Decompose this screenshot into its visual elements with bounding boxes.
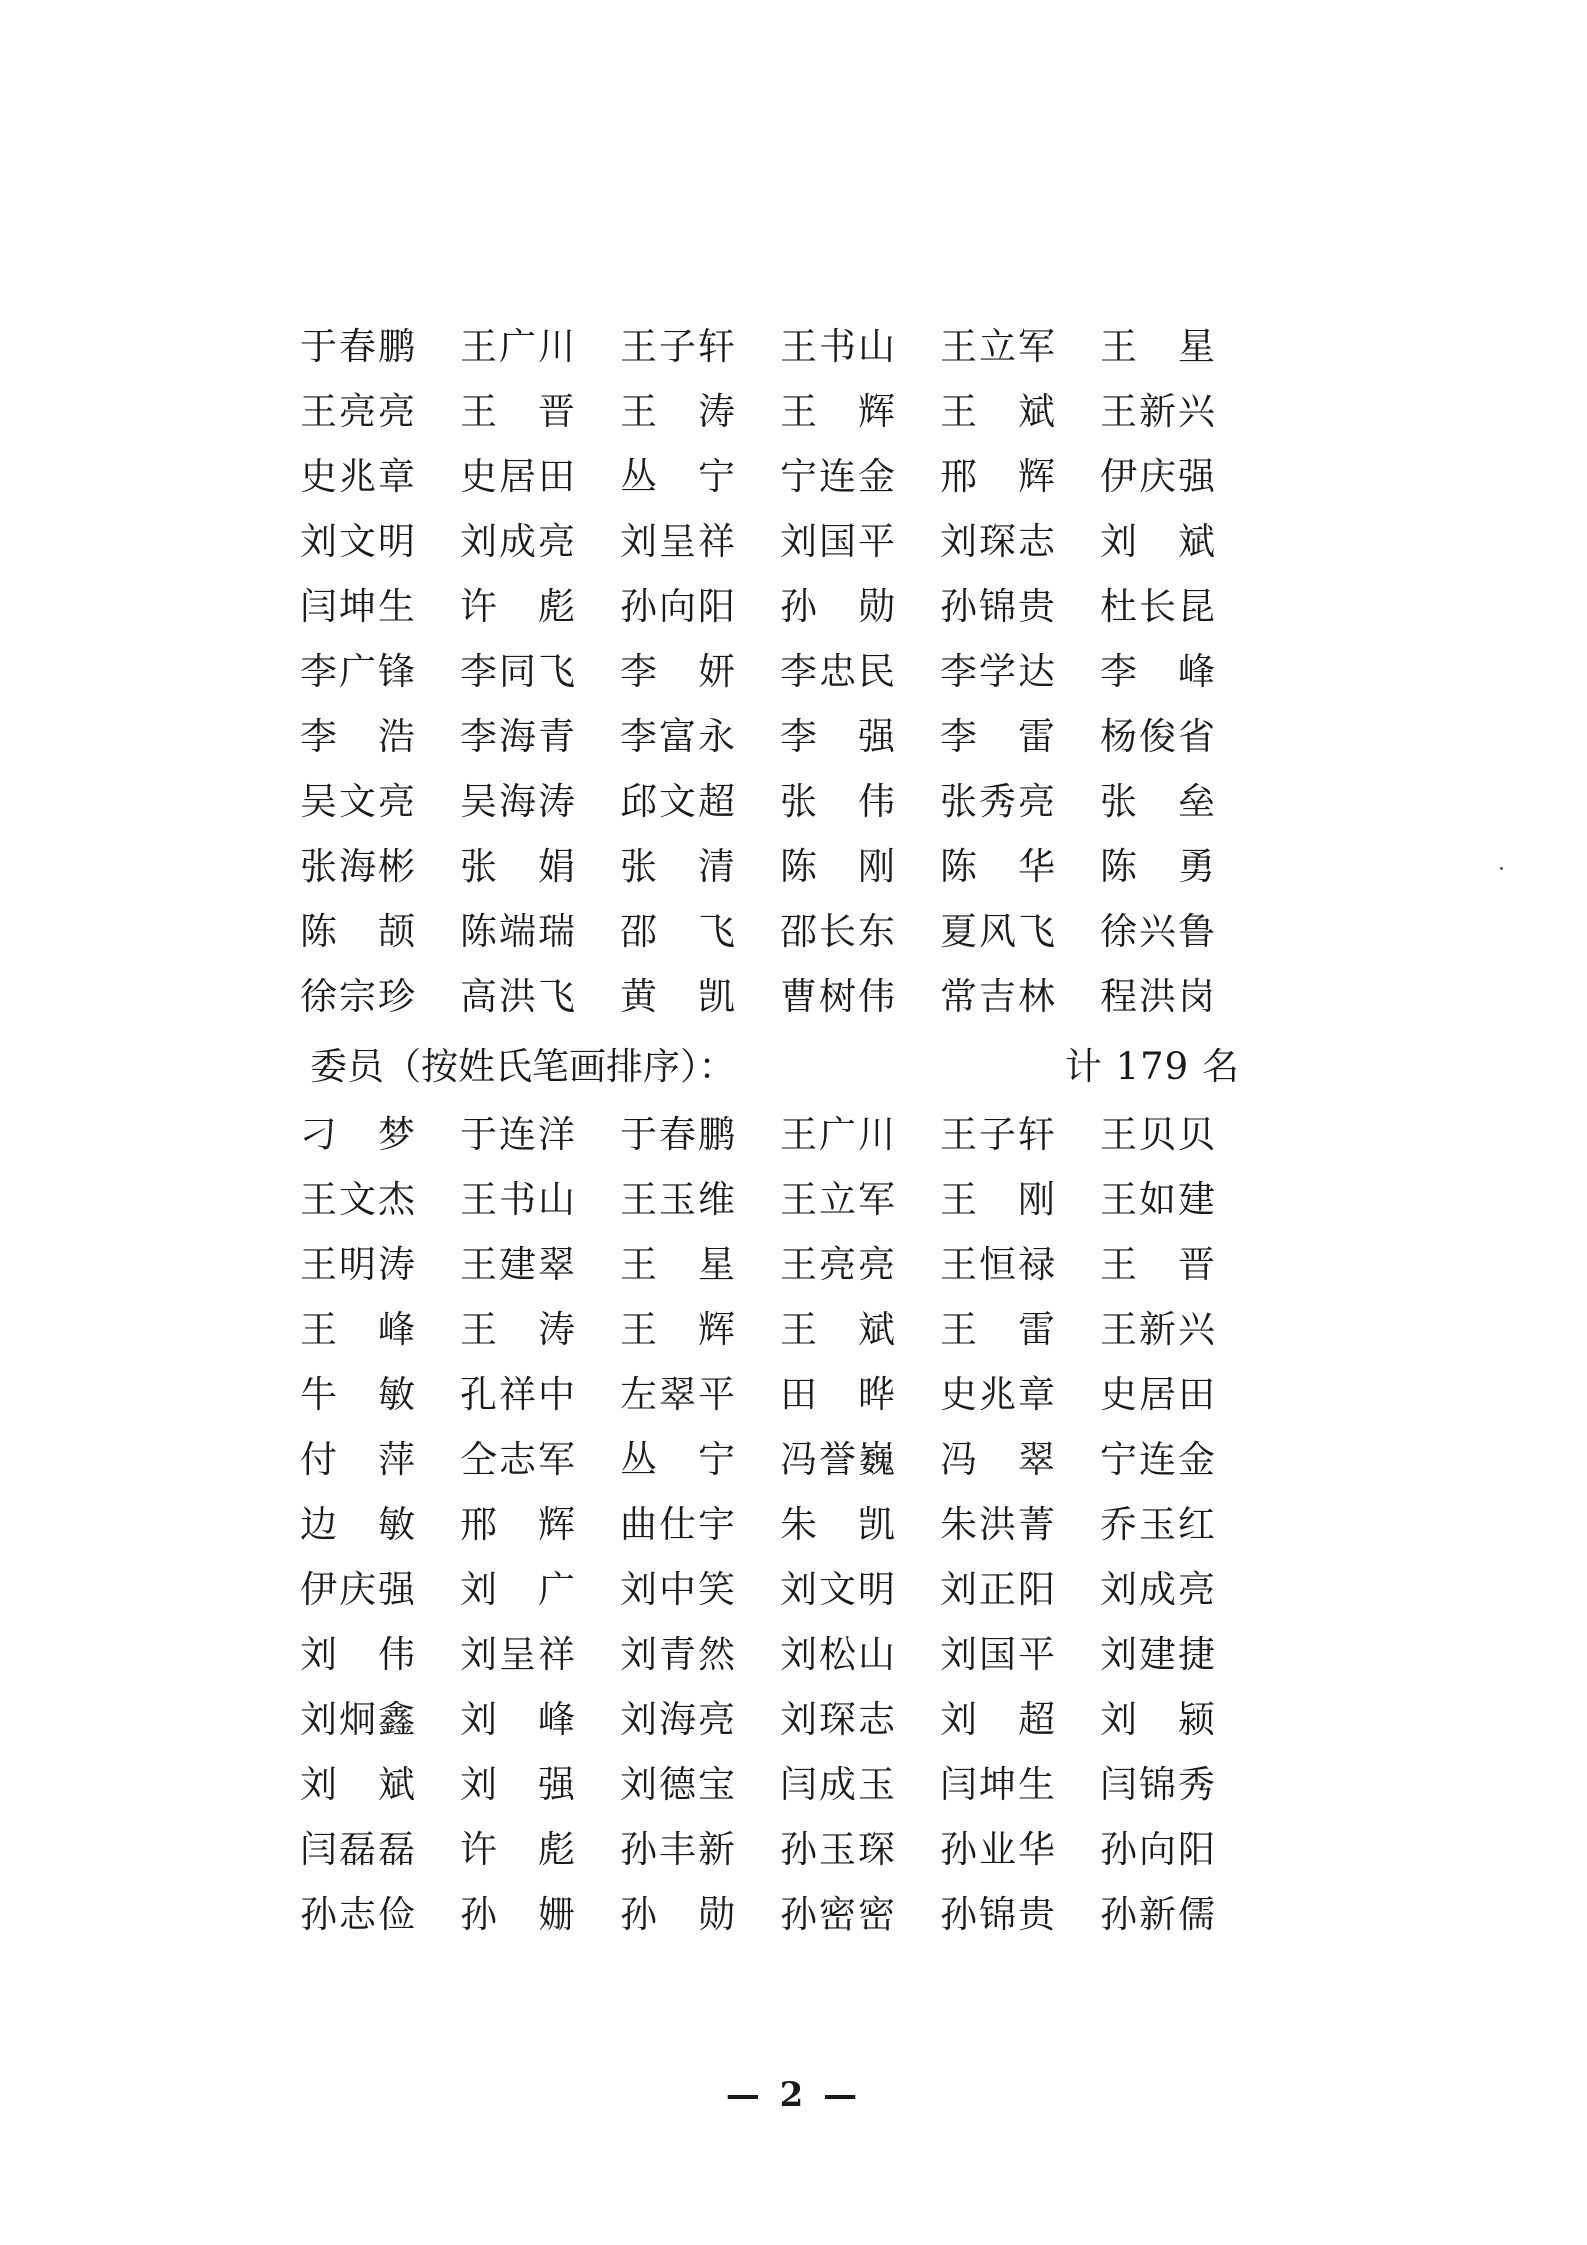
person-name: 刘文明 (300, 519, 417, 563)
person-name: 陈 勇 (1100, 844, 1217, 888)
person-name: 刘正阳 (940, 1567, 1057, 1611)
person-name: 陈 刚 (780, 844, 897, 888)
person-name: 刘松山 (780, 1632, 897, 1676)
person-name: 高洪飞 (460, 974, 577, 1018)
member-count: 计 179 名 (1064, 1044, 1240, 1088)
person-name: 牛 敏 (300, 1372, 417, 1416)
person-name: 邵长东 (780, 909, 897, 953)
person-name: 孙 姗 (460, 1892, 577, 1936)
person-name: 王广川 (780, 1112, 897, 1156)
person-name: 刘 超 (940, 1697, 1057, 1741)
person-name: 王 峰 (300, 1307, 417, 1351)
person-name: 张 清 (620, 844, 737, 888)
person-name: 史居田 (460, 454, 577, 498)
person-name: 闫坤生 (940, 1762, 1057, 1806)
name-row (300, 1098, 1260, 1163)
name-row (300, 700, 1260, 765)
name-row (300, 635, 1260, 700)
person-name: 闫锦秀 (1100, 1762, 1217, 1806)
person-name: 王 雷 (940, 1307, 1057, 1351)
person-name: 王如建 (1100, 1177, 1217, 1221)
person-name: 李 浩 (300, 714, 417, 758)
person-name: 王亮亮 (780, 1242, 897, 1286)
name-row (300, 765, 1260, 830)
person-name: 刘成亮 (460, 519, 577, 563)
person-name: 李富永 (620, 714, 737, 758)
person-name: 史兆章 (300, 454, 417, 498)
person-name: 王 刚 (940, 1177, 1057, 1221)
person-name: 王 涛 (620, 389, 737, 433)
person-name: 孙新儒 (1100, 1892, 1217, 1936)
person-name: 许 彪 (460, 1827, 577, 1871)
person-name: 孔祥中 (460, 1372, 577, 1416)
person-name: 王立军 (940, 324, 1057, 368)
person-name: 伊庆强 (1100, 454, 1217, 498)
person-name: 刘 斌 (300, 1762, 417, 1806)
person-name: 刘国平 (940, 1632, 1057, 1676)
person-name: 张秀亮 (940, 779, 1057, 823)
person-name: 刘琛志 (940, 519, 1057, 563)
name-row (300, 1878, 1260, 1943)
person-name: 朱 凯 (780, 1502, 897, 1546)
person-name: 李同飞 (460, 649, 577, 693)
person-name: 王书山 (780, 324, 897, 368)
person-name: 王广川 (460, 324, 577, 368)
person-name: 伊庆强 (300, 1567, 417, 1611)
person-name: 张 垒 (1100, 779, 1217, 823)
name-row (300, 310, 1260, 375)
name-row (300, 1358, 1260, 1423)
name-row (300, 1293, 1260, 1358)
person-name: 刘建捷 (1100, 1632, 1217, 1676)
person-name: 李 强 (780, 714, 897, 758)
person-name: 刘德宝 (620, 1762, 737, 1806)
scan-speck (1500, 867, 1503, 870)
person-name: 刘 强 (460, 1762, 577, 1806)
person-name: 杨俊省 (1100, 714, 1217, 758)
person-name: 孙 勋 (620, 1892, 737, 1936)
person-name: 王 星 (620, 1242, 737, 1286)
person-name: 许 彪 (460, 584, 577, 628)
person-name: 于连洋 (460, 1112, 577, 1156)
person-name: 闫成玉 (780, 1762, 897, 1806)
person-name: 刘琛志 (780, 1697, 897, 1741)
person-name: 王贝贝 (1100, 1112, 1217, 1156)
name-row (300, 375, 1260, 440)
person-name: 王 星 (1100, 324, 1217, 368)
person-name: 边 敏 (300, 1502, 417, 1546)
name-row (300, 830, 1260, 895)
person-name: 张 娟 (460, 844, 577, 888)
person-name: 王文杰 (300, 1177, 417, 1221)
person-name: 孙丰新 (620, 1827, 737, 1871)
person-name: 刘呈祥 (460, 1632, 577, 1676)
person-name: 孙锦贵 (940, 1892, 1057, 1936)
person-name: 夏风飞 (940, 909, 1057, 953)
name-row (300, 1228, 1260, 1293)
name-row (300, 1423, 1260, 1488)
page-number: — 2 — (725, 2075, 862, 2115)
name-row (300, 1553, 1260, 1618)
person-name: 李学达 (940, 649, 1057, 693)
person-name: 邢 辉 (460, 1502, 577, 1546)
person-name: 吴海涛 (460, 779, 577, 823)
person-name: 左翠平 (620, 1372, 737, 1416)
person-name: 李广锋 (300, 649, 417, 693)
person-name: 孙 勋 (780, 584, 897, 628)
person-name: 王新兴 (1100, 1307, 1217, 1351)
name-row (300, 1163, 1260, 1228)
name-row (300, 505, 1260, 570)
person-name: 李 峰 (1100, 649, 1217, 693)
person-name: 刘国平 (780, 519, 897, 563)
person-name: 李海青 (460, 714, 577, 758)
person-name: 刘炯鑫 (300, 1697, 417, 1741)
person-name: 朱洪菁 (940, 1502, 1057, 1546)
person-name: 黄 凯 (620, 974, 737, 1018)
person-name: 王 晋 (460, 389, 577, 433)
person-name: 徐兴鲁 (1100, 909, 1217, 953)
person-name: 冯誉巍 (780, 1437, 897, 1481)
name-row (300, 960, 1260, 1025)
name-row (300, 440, 1260, 505)
person-name: 曲仕宇 (620, 1502, 737, 1546)
person-name: 王 晋 (1100, 1242, 1217, 1286)
person-name: 孙志俭 (300, 1892, 417, 1936)
person-name: 杜长昆 (1100, 584, 1217, 628)
person-name: 张 伟 (780, 779, 897, 823)
person-name: 刘文明 (780, 1567, 897, 1611)
person-name: 李 妍 (620, 649, 737, 693)
person-name: 丛 宁 (620, 454, 737, 498)
person-name: 孙业华 (940, 1827, 1057, 1871)
person-name: 李忠民 (780, 649, 897, 693)
section-heading: 委员（按姓氏笔画排序）： (310, 1044, 736, 1088)
person-name: 王 辉 (780, 389, 897, 433)
person-name: 孙向阳 (620, 584, 737, 628)
name-list-committee-members (300, 1098, 1260, 1943)
person-name: 刁 梦 (300, 1112, 417, 1156)
name-row (300, 1618, 1260, 1683)
person-name: 刘海亮 (620, 1697, 737, 1741)
person-name: 王恒禄 (940, 1242, 1057, 1286)
person-name: 孙密密 (780, 1892, 897, 1936)
name-row (300, 1488, 1260, 1553)
person-name: 田 晔 (780, 1372, 897, 1416)
person-name: 孙向阳 (1100, 1827, 1217, 1871)
person-name: 刘 广 (460, 1567, 577, 1611)
person-name: 王书山 (460, 1177, 577, 1221)
name-row (300, 1748, 1260, 1813)
person-name: 常吉林 (940, 974, 1057, 1018)
person-name: 闫磊磊 (300, 1827, 417, 1871)
person-name: 刘呈祥 (620, 519, 737, 563)
person-name: 仝志军 (460, 1437, 577, 1481)
person-name: 曹树伟 (780, 974, 897, 1018)
person-name: 王子轩 (940, 1112, 1057, 1156)
person-name: 刘中笑 (620, 1567, 737, 1611)
person-name: 王建翠 (460, 1242, 577, 1286)
person-name: 刘 颍 (1100, 1697, 1217, 1741)
name-row (300, 570, 1260, 635)
name-row (300, 1813, 1260, 1878)
person-name: 刘青然 (620, 1632, 737, 1676)
person-name: 刘成亮 (1100, 1567, 1217, 1611)
person-name: 宁连金 (1100, 1437, 1217, 1481)
person-name: 王子轩 (620, 324, 737, 368)
person-name: 王明涛 (300, 1242, 417, 1286)
person-name: 孙玉琛 (780, 1827, 897, 1871)
person-name: 王玉维 (620, 1177, 737, 1221)
person-name: 王立军 (780, 1177, 897, 1221)
person-name: 陈 颉 (300, 909, 417, 953)
person-name: 孙锦贵 (940, 584, 1057, 628)
person-name: 于春鹏 (300, 324, 417, 368)
person-name: 刘 峰 (460, 1697, 577, 1741)
person-name: 王新兴 (1100, 389, 1217, 433)
person-name: 于春鹏 (620, 1112, 737, 1156)
person-name: 冯 翠 (940, 1437, 1057, 1481)
person-name: 宁连金 (780, 454, 897, 498)
person-name: 徐宗珍 (300, 974, 417, 1018)
person-name: 刘 斌 (1100, 519, 1217, 563)
person-name: 付 萍 (300, 1437, 417, 1481)
person-name: 李 雷 (940, 714, 1057, 758)
person-name: 张海彬 (300, 844, 417, 888)
person-name: 邢 辉 (940, 454, 1057, 498)
committee-members-heading (310, 1030, 1240, 1095)
name-list-standing-committee (300, 310, 1260, 1025)
person-name: 邱文超 (620, 779, 737, 823)
person-name: 陈端瑞 (460, 909, 577, 953)
person-name: 王 斌 (940, 389, 1057, 433)
person-name: 邵 飞 (620, 909, 737, 953)
person-name: 陈 华 (940, 844, 1057, 888)
person-name: 王 涛 (460, 1307, 577, 1351)
person-name: 闫坤生 (300, 584, 417, 628)
person-name: 史兆章 (940, 1372, 1057, 1416)
person-name: 程洪岗 (1100, 974, 1217, 1018)
person-name: 王 辉 (620, 1307, 737, 1351)
person-name: 王亮亮 (300, 389, 417, 433)
person-name: 刘 伟 (300, 1632, 417, 1676)
person-name: 吴文亮 (300, 779, 417, 823)
person-name: 丛 宁 (620, 1437, 737, 1481)
person-name: 王 斌 (780, 1307, 897, 1351)
name-row (300, 895, 1260, 960)
person-name: 乔玉红 (1100, 1502, 1217, 1546)
name-row (300, 1683, 1260, 1748)
person-name: 史居田 (1100, 1372, 1217, 1416)
